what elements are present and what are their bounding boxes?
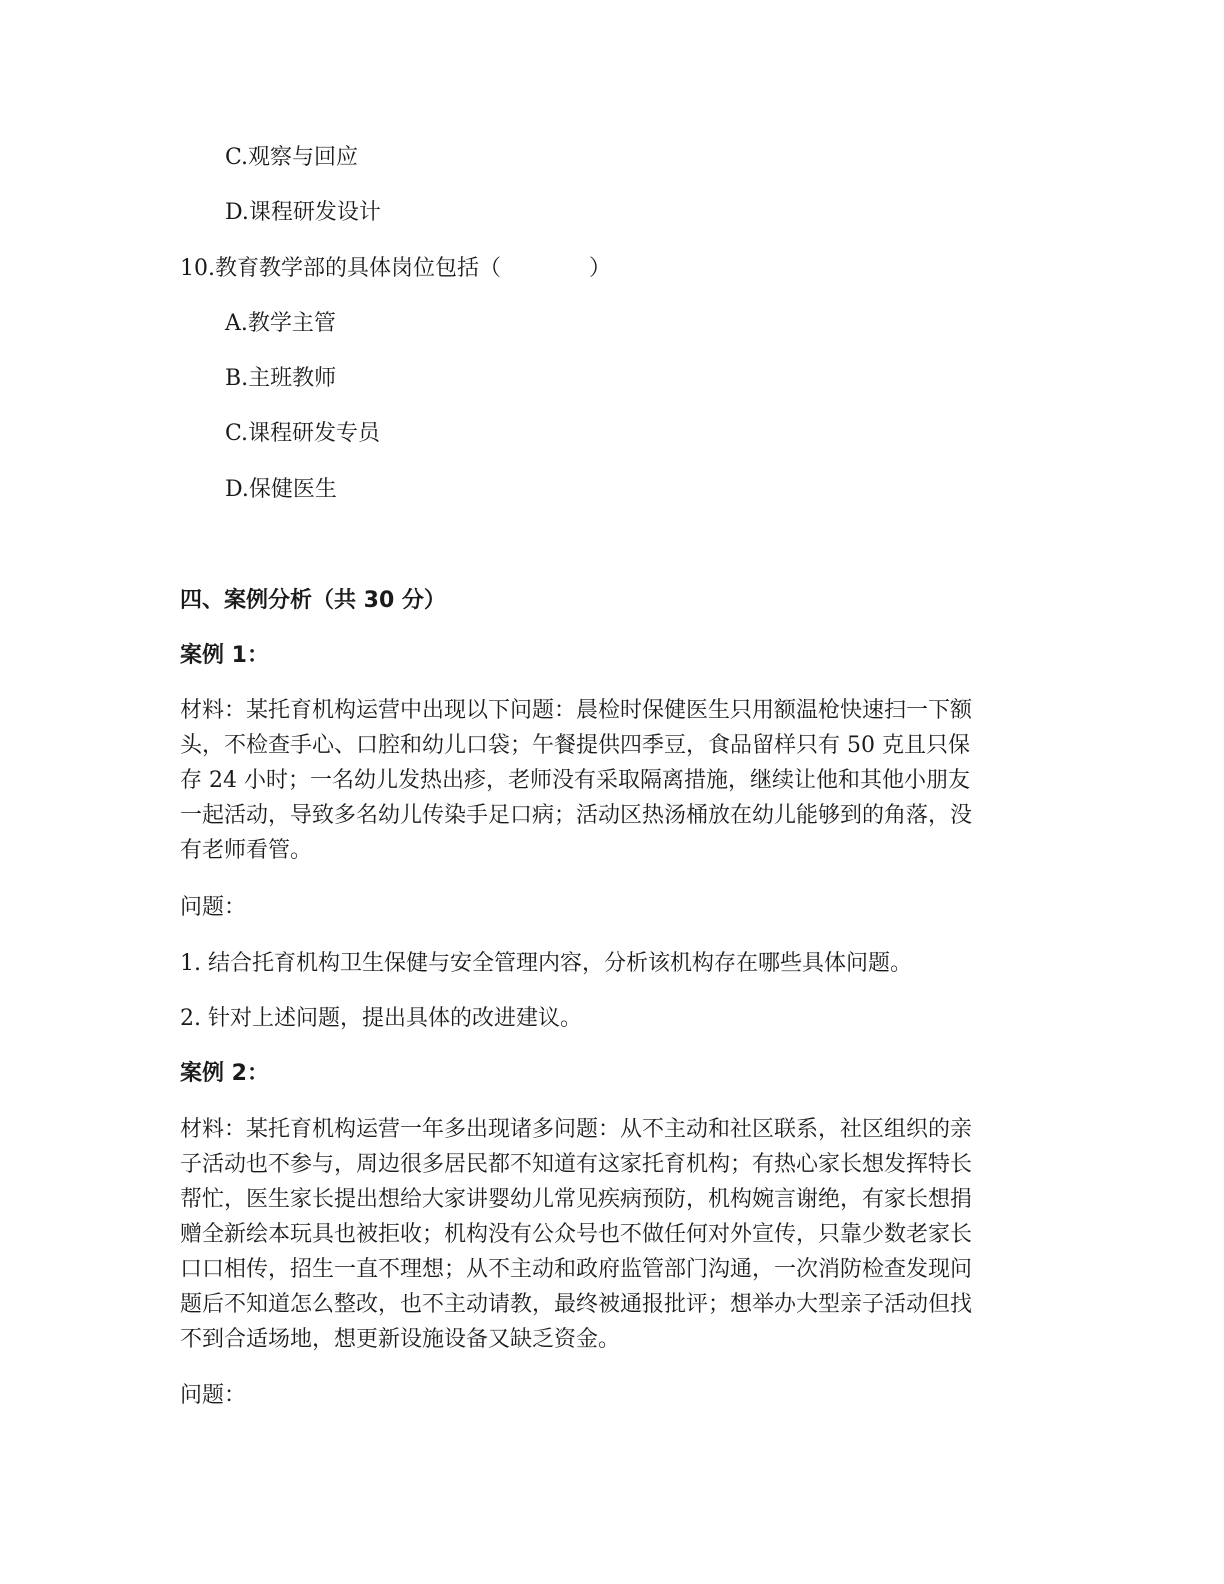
case-2-material-line: 口口相传，招生一直不理想；从不主动和政府监管部门沟通，一次消防检查发现问: [180, 1257, 973, 1282]
case-1-material-line: 一起活动，导致多名幼儿传染手足口病；活动区热汤桶放在幼儿能够到的角落，没: [180, 803, 973, 828]
q9-option-d: D.课程研发设计: [225, 200, 381, 225]
case-1-material-line: 头，不检查手心、口腔和幼儿口袋；午餐提供四季豆，食品留样只有 50 克且只保: [180, 733, 970, 758]
case-1-material-line: 存 24 小时；一名幼儿发热出疹，老师没有采取隔离措施，继续让他和其他小朋友: [180, 768, 970, 793]
case-2-material-line: 不到合适场地，想更新设施设备又缺乏资金。: [180, 1327, 621, 1352]
case-1-material: [180, 693, 1040, 868]
case-1-material-line: 有老师看管。: [180, 838, 313, 863]
case-2-material-line: 子活动也不参与，周边很多居民都不知道有这家托育机构；有热心家长想发挥特长: [180, 1152, 973, 1177]
section-4-title: 四、案例分析（共 30 分）: [180, 588, 446, 613]
case-1-question-1: 1. 结合托育机构卫生保健与安全管理内容，分析该机构存在哪些具体问题。: [180, 951, 912, 976]
case-2-title: 案例 2：: [180, 1061, 269, 1086]
case-2-questions-label: 问题：: [180, 1383, 247, 1408]
case-1-material-line: 材料：某托育机构运营中出现以下问题：晨检时保健医生只用额温枪快速扫一下额: [180, 698, 973, 723]
case-1-question-2: 2. 针对上述问题，提出具体的改进建议。: [180, 1006, 582, 1031]
q10-option-d: D.保健医生: [225, 477, 337, 502]
case-1-title: 案例 1：: [180, 643, 269, 668]
case-2-material: [180, 1112, 1040, 1357]
q10-option-b: B.主班教师: [225, 366, 337, 391]
q10-stem: 10.教育教学部的具体岗位包括（ ）: [180, 256, 611, 281]
q9-option-c: C.观察与回应: [225, 145, 359, 170]
q10-option-c: C.课程研发专员: [225, 421, 381, 446]
case-1-questions-label: 问题：: [180, 895, 247, 920]
q10-option-a: A.教学主管: [225, 311, 336, 336]
case-2-material-line: 赠全新绘本玩具也被拒收；机构没有公众号也不做任何对外宣传，只靠少数老家长: [180, 1222, 973, 1247]
case-2-material-line: 材料：某托育机构运营一年多出现诸多问题：从不主动和社区联系，社区组织的亲: [180, 1117, 973, 1142]
case-2-material-line: 题后不知道怎么整改，也不主动请教，最终被通报批评；想举办大型亲子活动但找: [180, 1292, 973, 1317]
case-2-material-line: 帮忙，医生家长提出想给大家讲婴幼儿常见疾病预防，机构婉言谢绝，有家长想捐: [180, 1187, 973, 1212]
